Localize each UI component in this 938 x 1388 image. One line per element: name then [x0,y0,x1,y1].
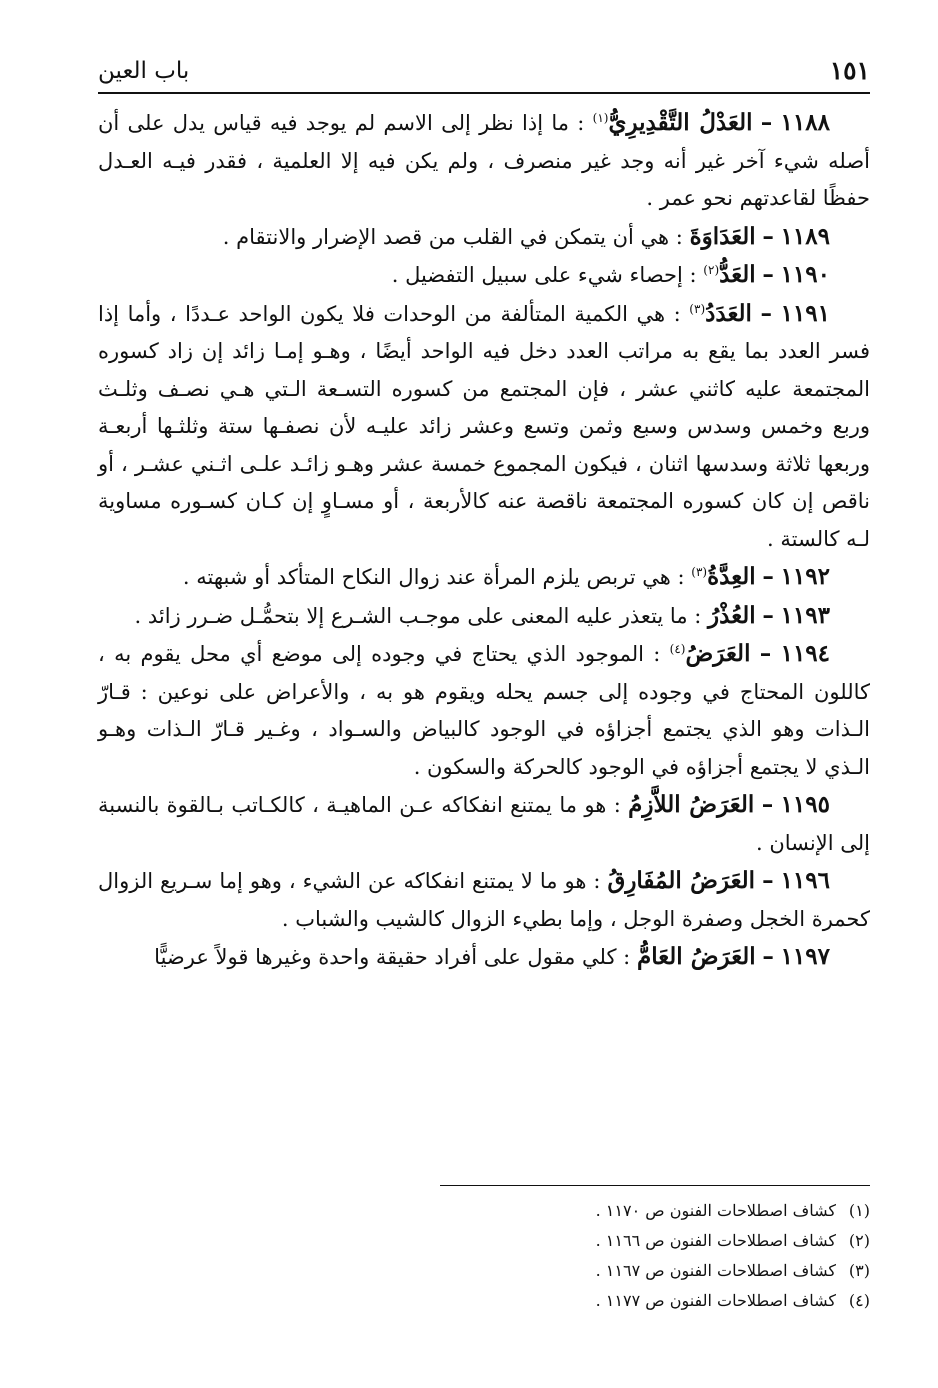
entry-number: ١١٩٧ [780,943,830,970]
entry-number: ١١٩٥ [780,791,830,818]
entry-text: : ما إذا نظر إلى الاسم لم يوجد فيه قياس يدل على أن أصله شيء آخر غير أنه وجد غير منصرف ، ولم يكن فيه إلا العلمية ، فقدر فيـه العـدل حفظًا لقاعدتهم نحو عمر . [98,111,870,210]
footnote-2 [420,1226,870,1256]
footnote-ref: (٣) [689,301,706,316]
footnote-ref: (٣) [691,565,708,579]
entry-text: : هو ما يمتنع انفكاكه عـن الماهيـة ، كالكـاتب بـالقوة بالنسبة إلى الإنسان . [98,793,870,855]
entry-term: العَرَضُ العَامُّ [636,943,756,970]
entry-number: ١١٩١ [780,299,830,327]
footnote-4 [420,1286,870,1316]
footnote-number: (١) [848,1201,870,1220]
footnote-rule [440,1185,870,1186]
footnote-text: كشاف اصطلاحات الفنون ص ١١٦٦ . [595,1231,836,1250]
entry-1197: ١١٩٧ – العَرَضُ العَامُّ : كلي مقول على أفراد حقيقة واحدة وغيرها قولاً عرضيًّا [154,943,830,970]
entry-text: : إحصاء شيء على سبيل التفضيل . [391,263,697,287]
footnote-text: كشاف اصطلاحات الفنون ص ١١٧٧ . [595,1291,836,1310]
entry-number: ١١٩٦ [780,867,830,894]
footnote-text: كشاف اصطلاحات الفنون ص ١١٧٠ . [595,1201,836,1220]
footnote-number: (٤) [848,1291,870,1310]
entry-term: العَدُّ [719,261,756,288]
entry-text: : هي الكمية المتألفة من الوحدات فلا يكون الواحد عـددًا ، وأما إذا فسر العدد بما يقع به مراتب العدد دخل فيه الواحد أيضًا ، وهـو إمـا زائد إن زاد كسوره المجتمعة عليه كاثني عشر ، فإن المجتمع من كسوره التسـعة الـتي هـي نصـف وثلـث وربع وخمس وسدس وسبع وثمن وتسع وعشر زائد عليـه لأن نصفـها ستة وثلثـها أربعـة وربعها ثلاثة وسدسها اثنان ، فيكون المجموع خمسة عشر وهـو زائـد علـى اثـني عشـر ، أو ناقص إن كان كسوره المجتمعة ناقصة عنه كالأربعة ، أو مسـاوٍ إن كـان كسـوره مساوية لـه كالستة . [98,301,870,551]
entry-text: : هو ما لا يمتنع انفكاكه عن الشيء ، وهو إما سـريع الزوال كحمرة الخجل وصفرة الوجل ، وإما بطيء الزوال كالشيب والشباب . [98,869,870,931]
footnote-number: (٣) [848,1261,870,1280]
entry-text: : الموجود الذي يحتاج في وجوده إلى موضع أي محل يقوم به ، كاللون المحتاج في وجوده إلى جسم يحله ويقوم هو به ، والأعراض على نوعين : قـارّ الـذات وهو الذي يجتمع أجزاؤه في الوجود كالبياض والسـواد ، وغـير قـارّ الـذات وهـو الـذي لا يجتمع أجزاؤه في الوجود كالحركة والسكون . [98,642,870,779]
footnote-ref: (٤) [669,642,686,656]
entry-1194: ١١٩٤ – العَرَضُ$^{(٤)}$ : الموجود الذي يحتاج في وجوده إلى موضع أي محل يقوم به ، كاللون المحتاج في وجوده إلى جسم يحله ويقوم هو به ، والأعراض على نوعين : قـارّ الـذات وهو الذي يجتمع أجزاؤه في الوجود كالبياض والسـواد ، وغـير قـارّ الـذات وهـو الـذي لا يجتمع أجزاؤه في الوجود كالحركة والسكون . [98,640,870,779]
footnote-ref: (٢) [703,263,720,277]
entry-1191: ١١٩١ – العَدَدُ$^{(٣)}$ : هي الكمية المتألفة من الوحدات فلا يكون الواحد عـددًا ، وأما إذا فسر العدد بما يقع به مراتب العدد دخل فيه الواحد أيضًا ، وهـو إمـا زائد إن زاد كسوره المجتمعة عليه كاثني عشر ، فإن المجتمع من كسوره التسـعة الـتي هـي نصـف وثلـث وربع وخمس وسدس وسبع وثمن وتسع وعشر زائد عليـه لأن نصفـها ستة وثلثـها أربعـة وربعها ثلاثة وسدسها اثنان ، فيكون المجموع خمسة عشر وهـو زائـد علـى اثـني عشـر ، أو ناقص إن كان كسوره المجتمعة ناقصة عنه كالأربعة ، أو مسـاوٍ إن كـان كسـوره مساوية لـه كالستة . [98,299,870,551]
entry-1196: ١١٩٦ – العَرَضُ المُفَارِقُ : هو ما لا يمتنع انفكاكه عن الشيء ، وهو إما سـريع الزوال كحمرة الخجل وصفرة الوجل ، وإما بطيء الزوال كالشيب والشباب . [98,867,870,931]
entry-1189: ١١٨٩ – العَدَاوَةَ : هي أن يتمكن في القلب من قصد الإضرار والانتقام . [222,222,830,250]
entry-text: : ما يتعذر عليه المعنى على موجـب الشـرع إلا بتحمُّـل ضـرر زائد . [134,603,702,628]
entry-number: ١١٩٣ [780,601,830,629]
chapter-title: باب العين [98,58,190,84]
entry-1195: ١١٩٥ – العَرَضُ اللاَّزِمُ : هو ما يمتنع انفكاكه عـن الماهيـة ، كالكـاتب بـالقوة بالنسبة إلى الإنسان . [98,791,870,855]
entry-term: العَرَضُ اللاَّزِمُ [628,791,755,818]
footnote-3 [420,1256,870,1286]
entry-number: ١١٩٤ [780,640,831,667]
entry-text: : كلي مقول على أفراد حقيقة واحدة وغيرها قولاً عرضيًّا [154,945,631,969]
entry-number: ١١٩٢ [780,563,830,590]
footnote-ref: (١) [592,111,609,125]
entry-1188: ١١٨٨ – العَدْلُ التَّقْدِيرِيُّ$^{(١)}$ : ما إذا نظر إلى الاسم لم يوجد فيه قياس يدل على أن أصله شيء آخر غير أنه وجد غير منصرف ، ولم يكن فيه إلا العلمية ، فقدر فيـه العـدل حفظًا لقاعدتهم نحو عمر . [98,109,870,210]
footnotes [420,1196,870,1316]
footnote-1 [420,1196,870,1226]
entry-number: ١١٨٨ [780,109,830,136]
entry-term: العَرَضُ المُفَارِقُ [607,867,756,894]
entry-term: العُذْرُ [708,601,756,629]
footnote-number: (٢) [848,1231,870,1250]
entry-text: : هي أن يتمكن في القلب من قصد الإضرار والانتقام . [222,224,683,249]
header-rule [98,92,870,94]
entry-term: العَرَضُ [685,640,751,667]
entry-term: العِدَّةُ [707,563,756,590]
entry-1192: ١١٩٢ – العِدَّةُ$^{(٣)}$ : هي تربص يلزم المرأة عند زوال النكاح المتأكد أو شبهته . [182,563,830,590]
entry-text: : هي تربص يلزم المرأة عند زوال النكاح المتأكد أو شبهته . [182,565,685,589]
page-number: ١٥١ [829,56,870,85]
body-text [98,104,870,977]
entry-1190: ١١٩٠ – العَدُّ$^{(٢)}$ : إحصاء شيء على سبيل التفضيل . [391,261,830,288]
entry-number: ١١٩٠ [780,261,830,288]
entry-1193: ١١٩٣ – العُذْرُ : ما يتعذر عليه المعنى على موجـب الشـرع إلا بتحمُّـل ضـرر زائد . [134,601,830,629]
entry-term: العَدَدُ [705,299,752,327]
page-header [98,52,870,92]
entry-term: العَدْلُ التَّقْدِيرِيُّ [608,109,753,136]
entry-term: العَدَاوَةَ [689,222,756,250]
entry-number: ١١٨٩ [780,222,830,250]
footnote-text: كشاف اصطلاحات الفنون ص ١١٦٧ . [595,1261,836,1280]
